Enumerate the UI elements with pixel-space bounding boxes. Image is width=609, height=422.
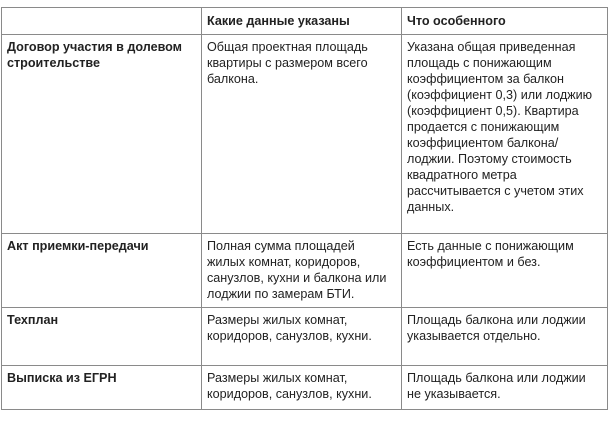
special-cell: Площадь балкона или лоджии указывается отдельно. <box>402 308 608 366</box>
special-cell: Площадь балкона или лоджии не указывается. <box>402 366 608 410</box>
data-cell: Размеры жилых комнат, коридоров, санузлов, кухни. <box>202 308 402 366</box>
header-row <box>2 8 608 35</box>
header-data: Какие данные указаны <box>202 8 402 35</box>
table-row <box>2 35 608 234</box>
table-row <box>2 366 608 410</box>
document-name: Выписка из ЕГРН <box>2 366 202 410</box>
special-cell: Есть данные с понижающим коэффициентом и без. <box>402 234 608 308</box>
document-name: Техплан <box>2 308 202 366</box>
document-name: Акт приемки-передачи <box>2 234 202 308</box>
header-special: Что особенного <box>402 8 608 35</box>
document-name: Договор участия в долевом строительстве <box>2 35 202 234</box>
data-cell: Общая проектная площадь квартиры с размером всего балкона. <box>202 35 402 234</box>
data-cell: Полная сумма площадей жилых комнат, коридоров, санузлов, кухни и балкона или лоджии по замерам БТИ. <box>202 234 402 308</box>
special-cell: Указана общая приведенная площадь с понижающим коэффициентом за балкон (коэффициент 0,3) или лоджию (коэффициент 0,5). Квартира продается с понижающим коэффициентом балкона/лоджии. Поэтому стоимость квадратного метра рассчитывается с учетом этих данных. <box>402 35 608 234</box>
data-cell: Размеры жилых комнат, коридоров, санузлов, кухни. <box>202 366 402 410</box>
table-row <box>2 308 608 366</box>
header-empty <box>2 8 202 35</box>
comparison-table <box>1 7 608 410</box>
table-row <box>2 234 608 308</box>
